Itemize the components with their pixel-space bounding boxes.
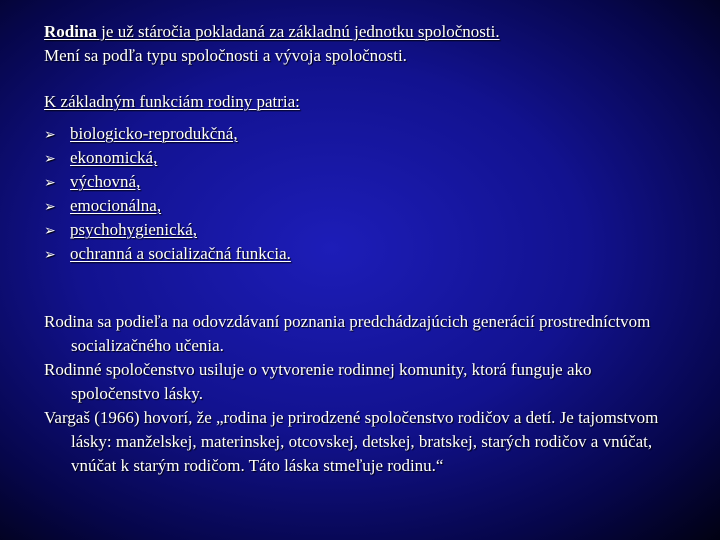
arrow-bullet-icon: ➢ [44,127,56,143]
intro-bold-word: Rodina [44,22,97,41]
list-item-text: biologicko-reprodukčná, [70,124,238,143]
list-item-text: psychohygienická, [70,220,197,239]
list-item [44,122,291,146]
paragraphs-block [44,310,684,478]
arrow-bullet-icon: ➢ [44,175,56,191]
intro-line-1-rest: je už stáročia pokladaná za základnú jednotku spoločnosti. [96,22,500,41]
arrow-bullet-icon: ➢ [44,151,56,167]
functions-list [44,122,291,266]
arrow-bullet-icon: ➢ [44,223,56,239]
list-item [44,242,291,266]
list-item-text: výchovná, [70,172,141,191]
intro-line-1-text [44,22,500,41]
list-item-text: ochranná a socializačná funkcia. [70,244,291,263]
list-item-text: emocionálna, [70,196,162,215]
arrow-bullet-icon: ➢ [44,247,56,263]
list-item-text: ekonomická, [70,148,158,167]
list-item [44,146,291,170]
intro-line-1 [44,20,694,44]
list-item [44,218,291,242]
paragraph-community: Rodinné spoločenstvo usiluje o vytvorenie rodinnej komunity, ktorá funguje ako spoločenstvo lásky. [44,360,592,403]
intro-line-2: Mení sa podľa typu spoločnosti a vývoja spoločnosti. [44,46,407,65]
intro-block [44,20,694,68]
list-item [44,170,291,194]
paragraph-vargas-quote: Vargaš (1966) hovorí, že „rodina je prirodzené spoločenstvo rodičov a detí. Je tajomstvom lásky: manželskej, materinskej, otcovskej, detskej, bratskej, starých rodičov a vnúčat, vnúčat k starým rodičom. Táto láska stmeľuje rodinu.“ [44,408,659,475]
functions-heading: K základným funkciám rodiny patria: [44,92,300,111]
list-item [44,194,291,218]
paragraph-socialization: Rodina sa podieľa na odovzdávaní poznania predchádzajúcich generácií prostredníctvom socializačného učenia. [44,312,651,355]
arrow-bullet-icon: ➢ [44,199,56,215]
